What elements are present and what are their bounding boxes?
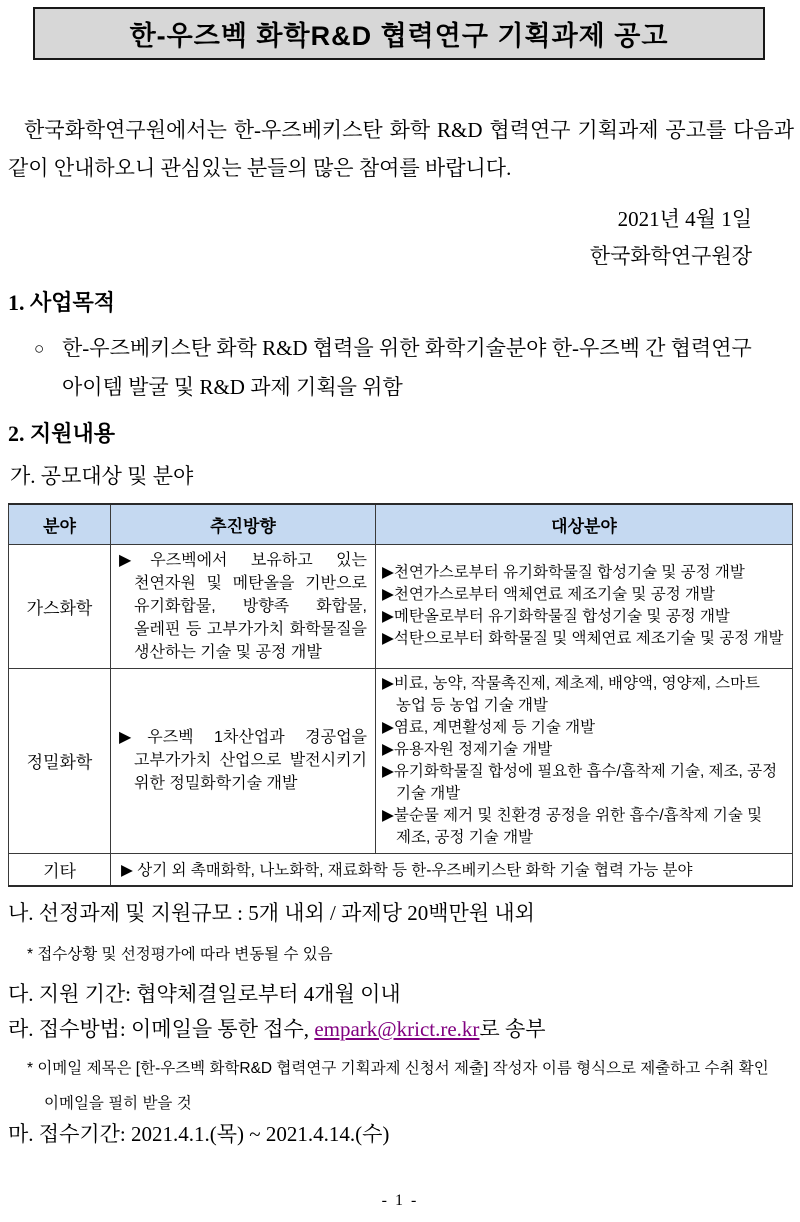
field-name: 기타: [9, 853, 111, 886]
target-cell: [376, 668, 793, 853]
program-table-wrap: [8, 503, 793, 887]
column-header-field: 분야: [9, 504, 111, 544]
table-row-etc: [9, 853, 793, 886]
item-ra-suffix: 로 송부: [479, 1017, 546, 1041]
section-1-heading: 1. 사업목적: [8, 290, 116, 315]
signer-name: 한국화학연구원장: [589, 244, 752, 268]
target-item: ▶석탄으로부터 화학물질 및 액체연료 제조기술 및 공정 개발: [382, 630, 784, 647]
field-name: 정밀화학: [9, 668, 111, 853]
direction-text: ▶우즈벡 1차산업과 경공업을 고부가가치 산업으로 발전시키기 위한 정밀화학기술 개발: [119, 729, 367, 792]
item-da: 다. 지원 기간: 협약체결일로부터 4개월 이내: [8, 982, 401, 1006]
title-banner: [33, 7, 765, 60]
field-name: 가스화학: [9, 544, 111, 668]
program-table: [8, 503, 793, 887]
column-header-direction: 추진방향: [111, 504, 376, 544]
target-item: ▶불순물 제거 및 친환경 공정을 위한 흡수/흡착제 기술 및 제조, 공정 기술 개발: [382, 806, 763, 846]
subsection-ga-label: 가. 공모대상 및 분야: [10, 464, 194, 488]
item-ra-note: * 이메일 제목은 [한-우즈벡 화학R&D 협력연구 기획과제 신청서 제출] 작성자 이름 형식으로 제출하고 수취 확인 이메일을 필히 받을 것: [27, 1060, 769, 1112]
page-number: - 1 -: [381, 1192, 419, 1209]
section-1-bullet-text: 한-우즈베키스탄 화학 R&D 협력을 위한 화학기술분야 한-우즈벡 간 협력연구 아이템 발굴 및 R&D 과제 기획을 위함: [62, 336, 752, 399]
item-na-note: * 접수상황 및 선정평가에 따라 변동될 수 있음: [27, 946, 333, 963]
page-title: 한-우즈벡 화학R&D 협력연구 기획과제 공고: [129, 21, 669, 51]
target-item: ▶비료, 농약, 작물촉진제, 제초제, 배양액, 영양제, 스마트 농업 등 농업 기술 개발: [382, 674, 761, 714]
section-1-bullet: [34, 329, 792, 406]
section-2-heading: 2. 지원내용: [8, 421, 116, 446]
target-item: ▶유용자원 정제기술 개발: [382, 740, 553, 758]
circle-bullet-icon: ○: [34, 339, 45, 358]
target-cell: [376, 544, 793, 668]
item-ra-prefix: 라. 접수방법: 이메일을 통한 접수,: [8, 1017, 315, 1041]
etc-span-cell: [111, 853, 793, 886]
announcement-date: 2021년 4월 1일: [617, 207, 752, 231]
target-item: ▶메탄올로부터 유기화학물질 합성기술 및 공정 개발: [382, 608, 730, 625]
target-item: ▶염료, 계면활성제 등 기술 개발: [382, 718, 596, 736]
direction-cell: [111, 668, 376, 853]
intro-paragraph: 한국화학연구원에서는 한-우즈베키스탄 화학 R&D 협력연구 기획과제 공고를 다음과 같이 안내하오니 관심있는 분들의 많은 참여를 바랍니다.: [8, 118, 794, 180]
item-na: 나. 선정과제 및 지원규모 : 5개 내외 / 과제당 20백만원 내외: [8, 901, 535, 925]
target-item: ▶천연가스로부터 유기화학물질 합성기술 및 공정 개발: [382, 564, 745, 581]
table-row-gas-chemistry: [9, 544, 793, 668]
table-row-fine-chemistry: [9, 668, 793, 853]
direction-text: ▶우즈벡에서 보유하고 있는 천연자원 및 메탄올을 기반으로 유기화합물, 방향족 화합물, 올레핀 등 고부가가치 화학물질을 생산하는 기술 및 공정 개발: [119, 551, 367, 661]
column-header-target: 대상분야: [376, 504, 793, 544]
table-header-row: [9, 504, 793, 544]
target-item: ▶유기화학물질 합성에 필요한 흡수/흡착제 기술, 제조, 공정 기술 개발: [382, 762, 778, 802]
direction-cell: [111, 544, 376, 668]
item-ma: 마. 접수기간: 2021.4.1.(목) ~ 2021.4.14.(수): [8, 1122, 390, 1146]
target-item: ▶천연가스로부터 액체연료 제조기술 및 공정 개발: [382, 586, 715, 603]
etc-text: ▶ 상기 외 촉매화학, 나노화학, 재료화학 등 한-우즈베키스탄 화학 기술 협력 가능 분야: [121, 862, 693, 880]
item-ra: [8, 1016, 546, 1042]
email-link[interactable]: empark@krict.re.kr: [314, 1017, 480, 1041]
